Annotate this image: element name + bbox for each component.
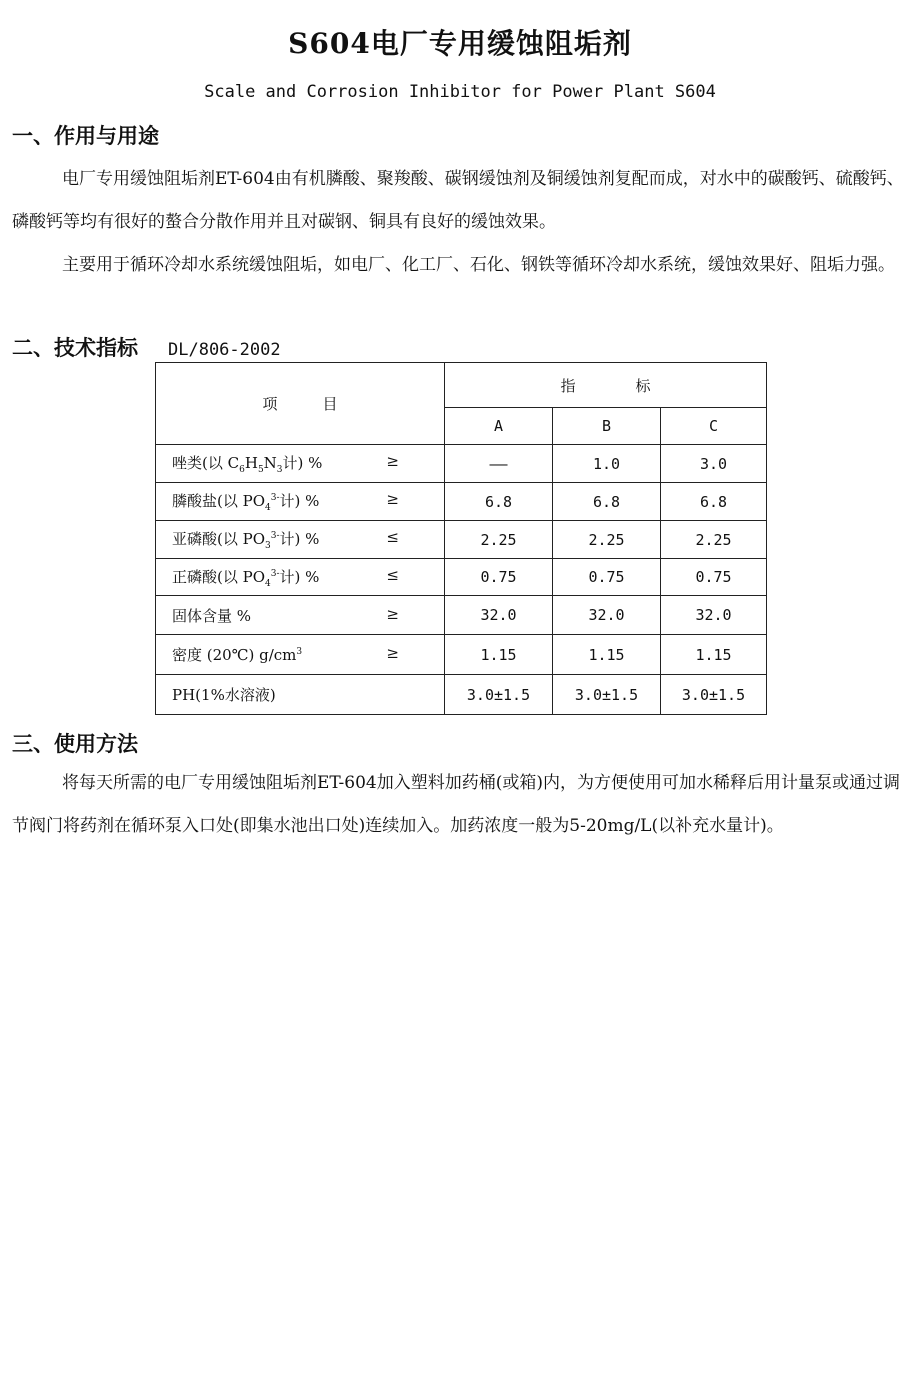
- table-cell: 2.25: [661, 521, 767, 559]
- text: ≥: [386, 644, 399, 662]
- table-cell: 3.0±1.5: [445, 675, 553, 715]
- text: ≥: [386, 452, 399, 470]
- table-cell: 1.15: [445, 635, 553, 675]
- table-row: [156, 483, 767, 521]
- table-cell: 32.0: [445, 596, 553, 635]
- text: 4: [265, 503, 271, 513]
- text: ≤: [386, 565, 399, 584]
- table-cell: 3.0: [661, 445, 767, 483]
- table-row: [156, 559, 767, 596]
- header-grade-b: B: [553, 408, 661, 445]
- text: 密度 (20℃) g/cm: [172, 646, 297, 664]
- text: 正磷酸(以 PO: [172, 567, 266, 586]
- table-cell: 3.0±1.5: [553, 675, 661, 715]
- section3-paragraph: [12, 762, 912, 848]
- text: N: [263, 454, 277, 472]
- page-subtitle: Scale and Corrosion Inhibitor for Power Plant S604: [204, 82, 716, 102]
- table-row: [156, 675, 767, 715]
- text: H: [244, 454, 258, 472]
- text: 亚磷酸(以 PO: [172, 530, 266, 548]
- text: 膦酸盐(以 PO: [172, 492, 266, 510]
- text: 计) %: [279, 530, 320, 548]
- text: 唑类(以 C: [172, 454, 240, 472]
- table-cell: [156, 483, 445, 521]
- table-cell: 32.0: [661, 596, 767, 635]
- text: 计) %: [279, 567, 320, 586]
- table-cell: 0.75: [661, 559, 767, 596]
- text: 3-: [270, 493, 280, 503]
- text: 3: [276, 465, 283, 475]
- table-cell: [156, 596, 445, 635]
- table-cell: [156, 559, 445, 596]
- section1-paragraph-2: [12, 244, 912, 287]
- text: 主要用于循环冷却水系统缓蚀阻垢，如电厂、化工厂、石化、钢铁等循环冷却水系统，缓蚀效果好、阻垢力强。: [62, 255, 895, 275]
- table-cell: 6.8: [553, 483, 661, 521]
- text: 3-: [270, 531, 280, 541]
- section1-paragraph-1: [12, 158, 912, 244]
- text: 计) %: [279, 492, 320, 510]
- table-cell: [156, 521, 445, 559]
- table-cell: 0.75: [553, 559, 661, 596]
- standard-code: DL/806-2002: [168, 340, 281, 360]
- table-cell: 1.15: [661, 635, 767, 675]
- text: ≥: [386, 490, 399, 508]
- table-cell: 2.25: [553, 521, 661, 559]
- section2-heading: [12, 332, 281, 362]
- header-grade-c: C: [661, 408, 767, 445]
- table-cell: 2.25: [445, 521, 553, 559]
- text: ≤: [386, 528, 399, 546]
- table-cell: 6.8: [445, 483, 553, 521]
- table-cell: 1.0: [553, 445, 661, 483]
- table-cell: 3.0±1.5: [661, 675, 767, 715]
- header-item: 项 目: [156, 363, 445, 445]
- text: 电厂专用缓蚀阻垢剂ET-604由有机膦酸、聚羧酸、碳钢缓蚀剂及铜缓蚀剂复配而成，对水中的碳酸钙、硫酸钙、磷酸钙等均有很好的螯合分散作用并且对碳钢、铜具有良好的缓蚀效果。: [12, 169, 904, 232]
- text: 4: [265, 578, 271, 589]
- table-row: [156, 521, 767, 559]
- spec-table: [155, 362, 767, 715]
- page-title: S604电厂专用缓蚀阻垢剂: [288, 27, 632, 60]
- table-cell: 32.0: [553, 596, 661, 635]
- text: 计) %: [282, 454, 323, 472]
- text: ≥: [386, 604, 399, 623]
- text: 6: [239, 465, 245, 475]
- table-cell: [156, 675, 445, 715]
- table-row: [156, 445, 767, 483]
- table-cell: 0.75: [445, 559, 553, 596]
- text: PH(1%水溶液): [172, 686, 276, 704]
- table-cell: 1.15: [553, 635, 661, 675]
- table-cell: 6.8: [661, 483, 767, 521]
- table-row: [156, 635, 767, 675]
- text: 将每天所需的电厂专用缓蚀阻垢剂ET-604加入塑料加药桶(或箱)内，为方便使用可加水稀释后用计量泵或通过调节阀门将药剂在循环泵入口处(即集水池出口处)连续加入。加药浓度一般为5-20mg/L(以补充水量计)。: [12, 773, 901, 836]
- section1-heading: 一、作用与用途: [12, 124, 159, 148]
- text: 固体含量 %: [172, 606, 252, 625]
- text: 3-: [270, 568, 280, 579]
- table-cell: [156, 445, 445, 483]
- text: 3: [265, 541, 271, 551]
- header-grade-a: A: [445, 408, 553, 445]
- text: 二、技术指标: [12, 336, 138, 360]
- table-row: [156, 596, 767, 635]
- text: 3: [296, 647, 303, 657]
- header-index: 指 标: [445, 363, 767, 408]
- table-cell: [156, 635, 445, 675]
- table-cell: ——: [445, 445, 553, 483]
- text: 5: [257, 465, 264, 475]
- section3-heading: 三、使用方法: [12, 732, 138, 756]
